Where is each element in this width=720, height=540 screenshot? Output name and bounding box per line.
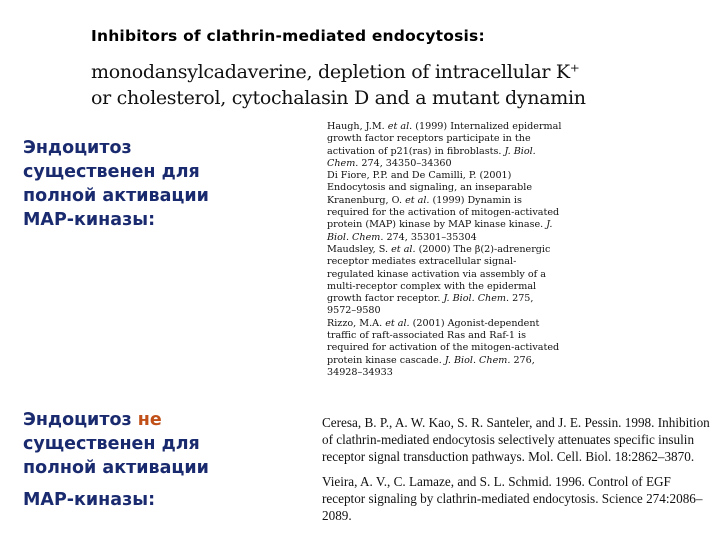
- ref-authors: Maudsley, S.: [327, 243, 392, 255]
- reference-item: Vieira, A. V., C. Lamaze, and S. L. Schmid. 1996. Control of EGF receptor signaling by clathrin-mediated endocytosis. Science 274:2086–2089.: [322, 474, 703, 523]
- ref-etal: et al.: [385, 317, 410, 329]
- reference-item: [327, 195, 562, 244]
- claim-line: МАР-киназы:: [23, 210, 156, 230]
- reference-item: [327, 244, 562, 318]
- claim-line: существенен для: [23, 434, 200, 454]
- ref-etal: et al.: [391, 243, 416, 255]
- reference-item: [327, 121, 562, 170]
- ref-body: (2000) The β(2)-adrenergic receptor mediates extracellular signal-regulated kinase activation via assembly of a multi-receptor complex with the epidermal growth factor receptor.: [327, 243, 551, 305]
- references-contradicting: [322, 414, 717, 524]
- ref-tail: 274, 35301–35304: [383, 231, 477, 243]
- ref-body: (1999) Dynamin is required for the activation of mitogen-activated protein (MAP) kinase by MAP kinase kinase.: [327, 194, 560, 231]
- ref-journal: J. Biol. Chem.: [443, 293, 510, 305]
- reference-item: [327, 318, 562, 379]
- ref-journal: J. Biol. Chem.: [327, 219, 553, 243]
- inhibitors-line-1: monodansylcadaverine, depletion of intracellular K⁺: [91, 61, 580, 83]
- ref-tail: 276, 34928–34933: [327, 354, 535, 378]
- claim-line: существенен для: [23, 162, 200, 182]
- negation-word: не: [137, 410, 162, 430]
- reference-item: Di Fiore, P.P. and De Camilli, P. (2001) Endocytosis and signaling, an inseparable: [327, 170, 533, 194]
- claim-word: Эндоцитоз: [23, 410, 138, 430]
- claim-line: полной активации: [23, 186, 209, 206]
- references-supporting: [327, 121, 562, 379]
- ref-body: (2001) Agonist-dependent traffic of raft-associated Ras and Raf-1 is required for activation of the mitogen-activated protein kinase cascade.: [327, 317, 560, 366]
- ref-tail: 275, 9572–9580: [327, 293, 534, 317]
- ref-body: (1999) Internalized epidermal growth factor receptors participate in the activation of p21(ras) in fibroblasts.: [327, 121, 562, 157]
- claim-endocytosis-not-required: [23, 408, 200, 456]
- ref-etal: et al.: [387, 121, 413, 132]
- claim-line: МАР-киназы:: [23, 490, 156, 510]
- ref-authors: Haugh, J.M.: [327, 121, 388, 132]
- ref-tail: 274, 34350–34360: [358, 157, 452, 169]
- ref-journal: J. Biol. Chem.: [444, 354, 511, 366]
- reference-item: Ceresa, B. P., A. W. Kao, S. R. Santeler, and J. E. Pessin. 1998. Inhibition of clathrin-mediated endocytosis selectively attenuates specific insulin receptor signal transduction pathways. Mol. Cell. Biol. 18:2862–3870.: [322, 415, 710, 464]
- ref-etal: et al.: [405, 194, 430, 206]
- ref-authors: Kranenburg, O.: [327, 194, 406, 206]
- ref-journal: J. Biol. Chem.: [327, 145, 536, 169]
- claim-line: [23, 408, 200, 432]
- claim-line: Эндоцитоз: [23, 138, 132, 158]
- claim-line: полной активации: [23, 458, 209, 478]
- claim-endocytosis-not-required-cont: [23, 456, 209, 512]
- inhibitors-line-2: or cholesterol, cytochalasin D and a mutant dynamin: [91, 87, 586, 109]
- claim-endocytosis-required: [23, 136, 209, 232]
- ref-authors: Rizzo, M.A.: [327, 317, 386, 329]
- slide-heading: Inhibitors of clathrin-mediated endocytosis:: [91, 27, 485, 45]
